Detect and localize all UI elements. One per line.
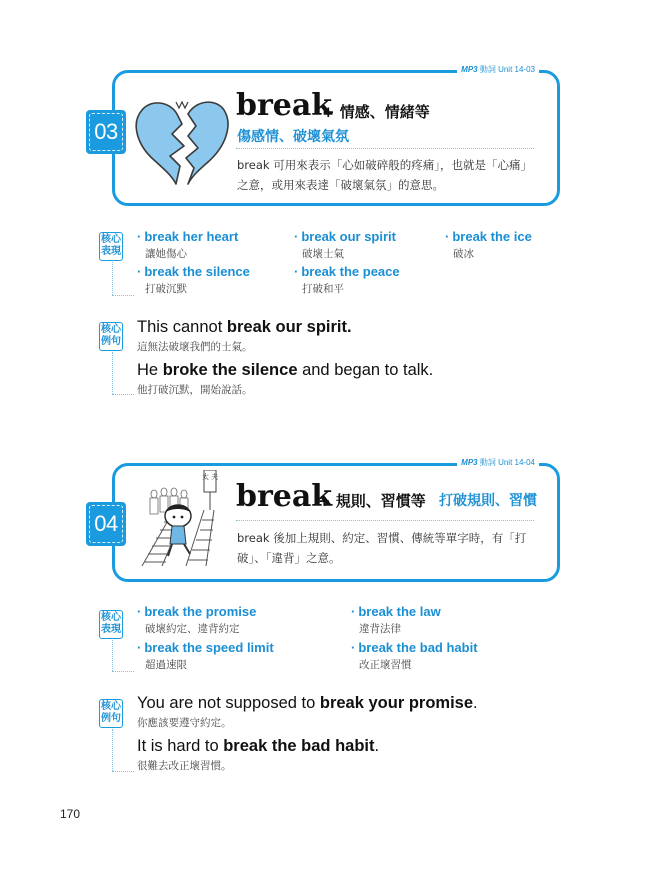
mp3-label: MP3 動詞 Unit 14-04 [457, 457, 539, 468]
tag-connector [112, 295, 134, 296]
tag-connector [112, 394, 134, 395]
tag-connector [112, 640, 113, 671]
core-example-tag: 核心 例句 [99, 322, 123, 351]
phrase-item: · break the speed limit 超過速限 [137, 640, 274, 672]
phrase-item: · break the silence 打破沉默 [137, 264, 250, 296]
category-label: + 規則、習慣等 [318, 492, 426, 510]
tag-connector [112, 729, 113, 771]
phrase-item: · break our spirit 破壞士氣 [294, 229, 396, 261]
tag-connector [112, 262, 113, 295]
crosswalk-boy-illustration [134, 470, 230, 570]
headword: break [236, 479, 333, 514]
description-line: 破」、「違背」之意。 [237, 551, 341, 565]
example-sentence: You are not supposed to break your promise. 你應該要遵守約定。 [137, 694, 478, 729]
section-number-tab: 04 [86, 502, 126, 546]
subtitle: 打破規則、習慣 [439, 493, 537, 509]
headword: break [236, 88, 333, 123]
broken-heart-illustration [132, 96, 232, 192]
subtitle: 傷感情、破壞氣氛 [237, 129, 349, 145]
phrase-item: · break the bad habit 改正壞習慣 [351, 640, 478, 672]
sign-text: 太 夫 [201, 473, 219, 481]
example-sentence: It is hard to break the bad habit. 很難去改正壞習慣。 [137, 737, 380, 772]
category-label: + 情感、情緒等 [322, 103, 430, 121]
divider [236, 520, 534, 521]
phrase-item: · break the law 違背法律 [351, 604, 441, 636]
phrase-item: · break the peace 打破和平 [294, 264, 400, 296]
section-number-tab: 03 [86, 110, 126, 154]
example-sentence: He broke the silence and began to talk. 他打破沉默，開始說話。 [137, 361, 434, 396]
description [237, 155, 537, 195]
page-number: 170 [60, 807, 81, 821]
description-line: break 可用來表示「心如破碎般的疼痛」，也就是「心痛」 [237, 158, 532, 172]
core-expression-tag: 核心 表現 [99, 232, 123, 261]
tag-connector [112, 771, 134, 772]
mp3-label: MP3 動詞 Unit 14-03 [457, 64, 539, 75]
example-sentence: This cannot break our spirit. 這無法破壞我們的士氣。 [137, 318, 352, 353]
phrase-item: · break the promise 破壞約定、違背約定 [137, 604, 256, 636]
divider [236, 148, 534, 149]
phrase-item: · break the ice 破冰 [445, 229, 532, 261]
description [237, 528, 537, 568]
phrase-item: · break her heart 讓她傷心 [137, 229, 238, 261]
core-example-tag: 核心 例句 [99, 699, 123, 728]
tag-connector [112, 352, 113, 394]
core-expression-tag: 核心 表現 [99, 610, 123, 639]
description-line: break 後加上規則、約定、習慣、傳統等單字時，有「打 [237, 531, 527, 545]
tag-connector [112, 671, 134, 672]
description-line: 之意，或用來表達「破壞氣氛」的意思。 [237, 178, 444, 192]
